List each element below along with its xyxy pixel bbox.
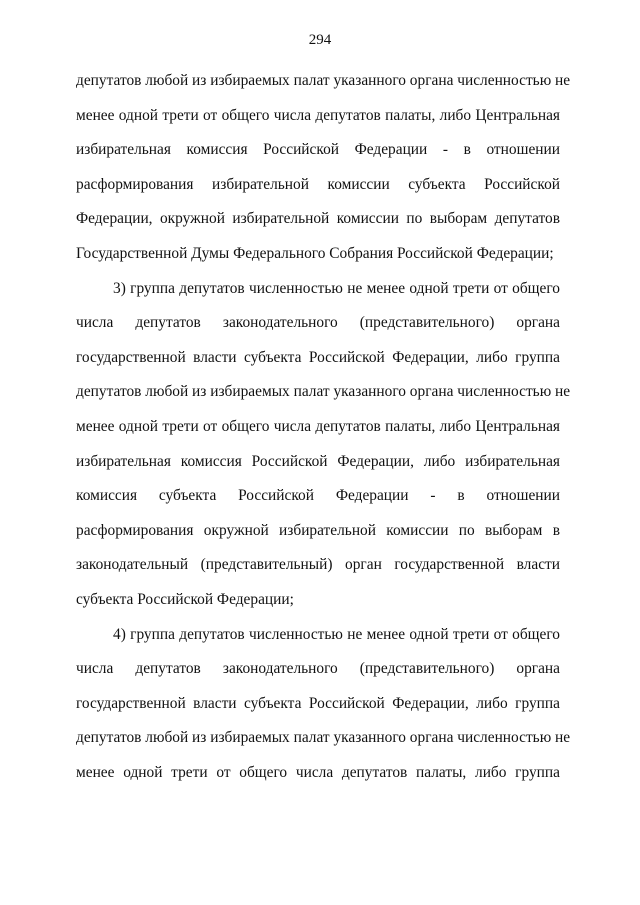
text-line: менее одной трети от общего числа депутатов палаты, либо Центральная xyxy=(76,417,560,435)
text-line: числа депутатов законодательного (представительного) органа xyxy=(76,660,560,678)
item-3-first-line: 3) группа депутатов численностью не менее одной трети от общего xyxy=(113,279,560,297)
text-line: депутатов любой из избираемых палат указанного органа численностью не xyxy=(76,383,571,401)
text-line: депутатов любой из избираемых палат указанного органа численностью не xyxy=(76,729,571,747)
text-line: комиссия субъекта Российской Федерации - в отношении xyxy=(76,487,560,505)
text-line: расформирования окружной избирательной комиссии по выборам в xyxy=(76,521,560,539)
text-line: числа депутатов законодательного (представительного) органа xyxy=(76,314,560,332)
text-line: депутатов любой из избираемых палат указанного органа численностью не xyxy=(76,72,571,89)
text-line: Федерации, окружной избирательной комиссии по выборам депутатов xyxy=(76,210,560,228)
item-4-first-line: 4) группа депутатов численностью не менее одной трети от общего xyxy=(113,625,560,643)
text-line: государственной власти субъекта Российской Федерации, либо группа xyxy=(76,348,560,366)
text-line: менее одной трети от общего числа депутатов палаты, либо Центральная xyxy=(76,106,560,124)
text-line: менее одной трети от общего числа депутатов палаты, либо группа xyxy=(76,763,560,781)
text-line: законодательный (представительный) орган государственной власти xyxy=(76,556,560,574)
text-line: субъекта Российской Федерации; xyxy=(76,590,294,608)
page-number: 294 xyxy=(308,32,332,48)
text-line: государственной власти субъекта Российской Федерации, либо группа xyxy=(76,694,560,712)
text-line: избирательная комиссия Российской Федерации - в отношении xyxy=(76,141,560,159)
document-body xyxy=(76,64,571,790)
text-line: Государственной Думы Федерального Собрания Российской Федерации; xyxy=(76,244,554,262)
text-line: расформирования избирательной комиссии субъекта Российской xyxy=(76,175,560,193)
text-line: избирательная комиссия Российской Федерации, либо избирательная xyxy=(76,452,560,470)
